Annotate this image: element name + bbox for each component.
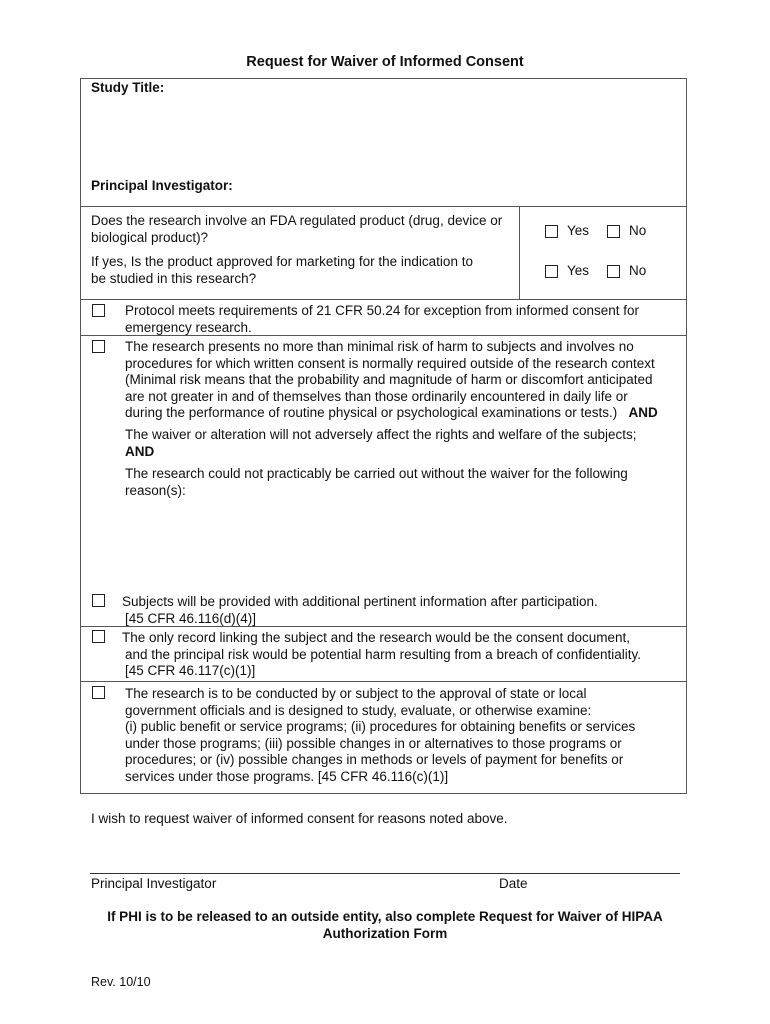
date-label: Date <box>499 876 528 891</box>
minimal-risk-text <box>125 339 658 422</box>
approval-question-line: be studied in this research? <box>91 270 257 286</box>
text-line: emergency research. <box>125 319 252 335</box>
revision-label: Rev. 10/10 <box>91 975 151 989</box>
text-line: are not greater in and of themselves than those ordinarily encountered in daily life or <box>125 388 628 404</box>
rights-text <box>125 427 637 460</box>
divider <box>519 206 520 299</box>
text-segment: during the performance of routine physical or psychological examinations or tests.) <box>125 405 618 420</box>
principal-investigator-label: Principal Investigator: <box>91 178 233 193</box>
text-line: reason(s): <box>125 482 186 498</box>
text-line <box>125 405 658 422</box>
minimal-risk-checkbox[interactable] <box>92 340 105 353</box>
approval-question <box>91 254 473 287</box>
text-line: The research could not practicably be carried out without the waiver for the following <box>125 466 628 481</box>
yes-label: Yes <box>567 263 590 278</box>
study-title-field[interactable] <box>90 98 680 170</box>
additional-info-text <box>122 594 598 627</box>
record-linking-checkbox[interactable] <box>92 630 105 643</box>
approval-question-line: If yes, Is the product approved for marketing for the indication to <box>91 254 473 269</box>
divider <box>80 681 687 682</box>
text-line: under those programs; (iii) possible changes in or alternatives to those programs or <box>125 735 622 751</box>
approved-no-checkbox[interactable] <box>607 265 620 278</box>
government-research-checkbox[interactable] <box>92 686 105 699</box>
approved-yes-option[interactable] <box>545 263 589 280</box>
fda-yes-option[interactable] <box>545 223 589 240</box>
no-label: No <box>629 263 647 278</box>
record-linking-text <box>122 630 641 680</box>
text-line: The only record linking the subject and the research would be the consent document, <box>122 630 631 645</box>
text-line: procedures; or (iv) possible changes in methods or levels of payment for benefits or <box>125 752 624 767</box>
text-line: [45 CFR 46.117(c)(1)] <box>125 663 256 678</box>
date-field[interactable] <box>495 845 680 873</box>
text-line: Protocol meets requirements of 21 CFR 50.24 for exception from informed consent for <box>125 303 639 318</box>
yes-label: Yes <box>567 223 590 238</box>
approved-yes-checkbox[interactable] <box>545 265 558 278</box>
request-statement: I wish to request waiver of informed consent for reasons noted above. <box>91 811 508 826</box>
reasons-prompt <box>125 466 628 499</box>
text-line: The waiver or alteration will not adversely affect the rights and welfare of the subjects; <box>125 427 637 442</box>
and-conjunction: AND <box>628 405 658 420</box>
divider <box>80 299 687 300</box>
text-line: (i) public benefit or service programs; (ii) procedures for obtaining benefits or services <box>125 719 636 734</box>
and-conjunction: AND <box>125 443 155 459</box>
signature-line <box>90 873 680 874</box>
government-research-text <box>125 686 635 785</box>
text-line: (Minimal risk means that the probability and magnitude of harm or discomfort anticipated <box>125 372 653 387</box>
text-line: and the principal risk would be potential harm resulting from a breach of confidentiality. <box>125 646 642 662</box>
reasons-field[interactable] <box>125 502 675 588</box>
text-line: The research is to be conducted by or subject to the approval of state or local <box>125 686 587 701</box>
emergency-research-checkbox[interactable] <box>92 304 105 317</box>
divider <box>80 335 687 336</box>
text-line: government officials and is designed to study, evaluate, or otherwise examine: <box>125 702 592 718</box>
pi-signature-field[interactable] <box>90 845 490 873</box>
additional-info-checkbox[interactable] <box>92 594 105 607</box>
no-label: No <box>629 223 647 238</box>
text-line: Subjects will be provided with additional pertinent information after participation. <box>122 594 598 609</box>
text-line: Authorization Form <box>322 926 448 941</box>
phi-note <box>0 908 770 942</box>
text-line: [45 CFR 46.116(d)(4)] <box>125 610 257 626</box>
fda-question-line: biological product)? <box>91 229 209 245</box>
study-title-label: Study Title: <box>91 80 165 95</box>
fda-no-option[interactable] <box>607 223 646 240</box>
principal-investigator-field[interactable] <box>250 176 680 198</box>
emergency-research-text <box>125 303 639 336</box>
text-line: procedures for which written consent is normally required outside of the research context <box>125 355 655 371</box>
divider <box>80 626 687 627</box>
form-title: Request for Waiver of Informed Consent <box>246 54 524 70</box>
pi-signature-label: Principal Investigator <box>91 876 217 891</box>
fda-question <box>91 213 502 246</box>
text-line: If PHI is to be released to an outside entity, also complete Request for Waiver of HIPAA <box>107 909 663 924</box>
divider <box>80 206 687 207</box>
approved-no-option[interactable] <box>607 263 646 280</box>
text-line: services under those programs. [45 CFR 46.116(c)(1)] <box>125 768 449 784</box>
fda-yes-checkbox[interactable] <box>545 225 558 238</box>
fda-no-checkbox[interactable] <box>607 225 620 238</box>
fda-question-line: Does the research involve an FDA regulated product (drug, device or <box>91 213 503 228</box>
text-line: The research presents no more than minimal risk of harm to subjects and involves no <box>125 339 634 354</box>
